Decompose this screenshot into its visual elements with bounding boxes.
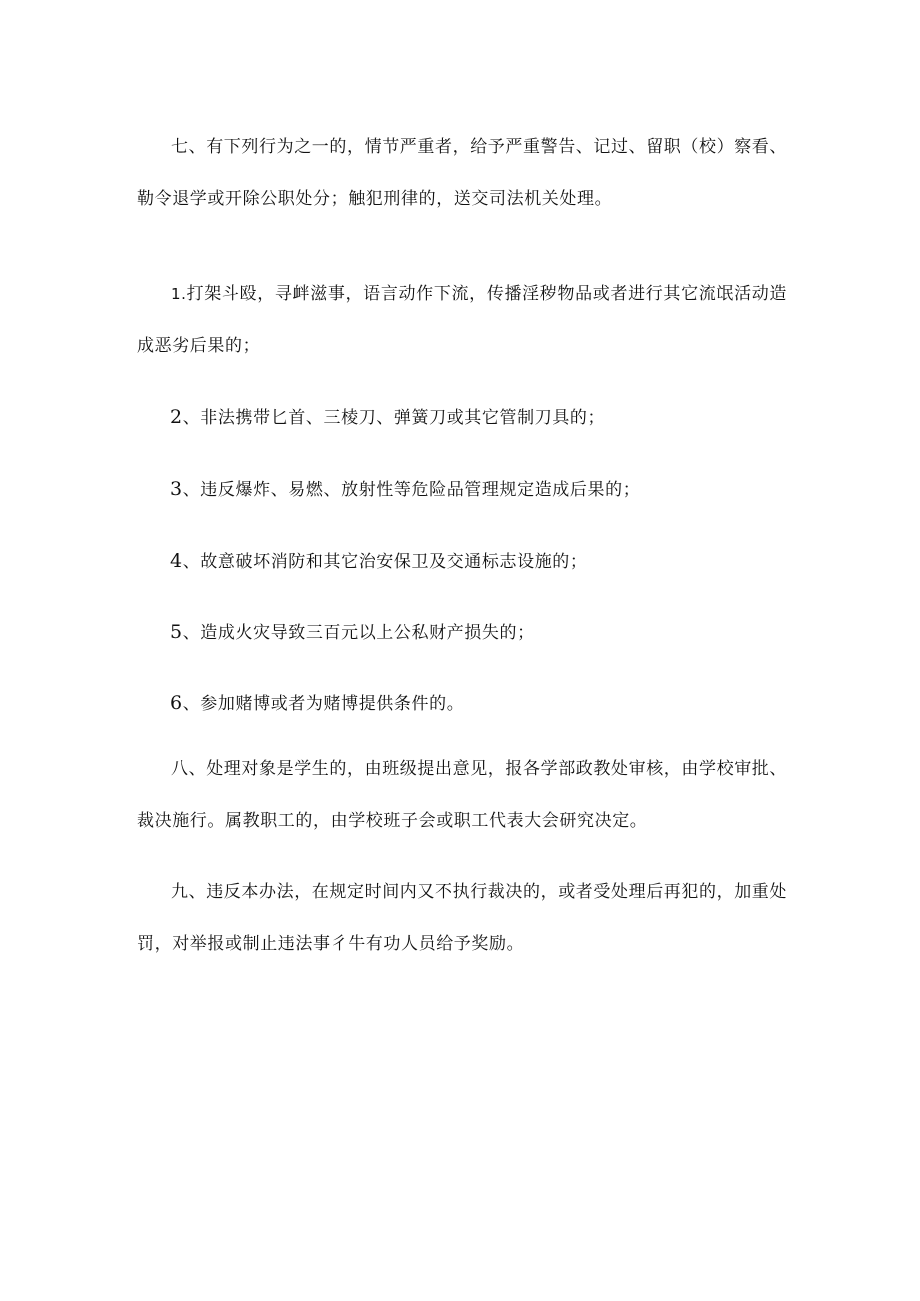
section-9-paragraph: [137, 866, 787, 970]
list-item-6: [170, 690, 464, 717]
list-item-1-number: 1.: [171, 285, 187, 303]
list-item-4: [170, 548, 588, 575]
list-item-3-text: 、违反爆炸、易燃、放射性等危险品管理规定造成后果的；: [182, 480, 641, 500]
list-item-3-number: 3: [170, 478, 183, 500]
section-7-paragraph: [137, 121, 787, 225]
list-item-5: [170, 619, 535, 646]
list-item-4-number: 4: [170, 550, 183, 572]
list-item-2-text: 、非法携带匕首、三棱刀、弹簧刀或其它管制刀具的；: [182, 408, 606, 428]
section-8-paragraph: [137, 743, 787, 847]
section-8-text: 八、处理对象是学生的，由班级提出意见，报各学部政教处审核，由学校审批、裁决施行。属教职工的，由学校班子会或职工代表大会研究决定。: [137, 759, 787, 831]
list-item-2-number: 2: [170, 406, 183, 428]
list-item-4-text: 、故意破坏消防和其它治安保卫及交通标志设施的；: [182, 552, 588, 572]
list-item-5-text: 、造成火灾导致三百元以上公私财产损失的；: [182, 623, 535, 643]
list-item-6-text: 、参加赌博或者为赌博提供条件的。: [182, 694, 465, 714]
list-item-2: [170, 404, 605, 431]
list-item-1: [137, 268, 787, 372]
section-7-text: 七、有下列行为之一的，情节严重者，给予严重警告、记过、留职（校）察看、勒令退学或开除公职处分；触犯刑律的，送交司法机关处理。: [137, 137, 787, 209]
list-item-3: [170, 476, 640, 503]
list-item-5-number: 5: [170, 621, 183, 643]
section-9-text: 九、违反本办法，在规定时间内又不执行裁决的，或者受处理后再犯的，加重处罚，对举报或制止违法事彳牛有功人员给予奖励。: [137, 882, 787, 954]
list-item-6-number: 6: [170, 692, 183, 714]
list-item-1-text: 打架斗殴，寻衅滋事，语言动作下流，传播淫秽物品或者进行其它流氓活动造成恶劣后果的；: [137, 284, 787, 356]
